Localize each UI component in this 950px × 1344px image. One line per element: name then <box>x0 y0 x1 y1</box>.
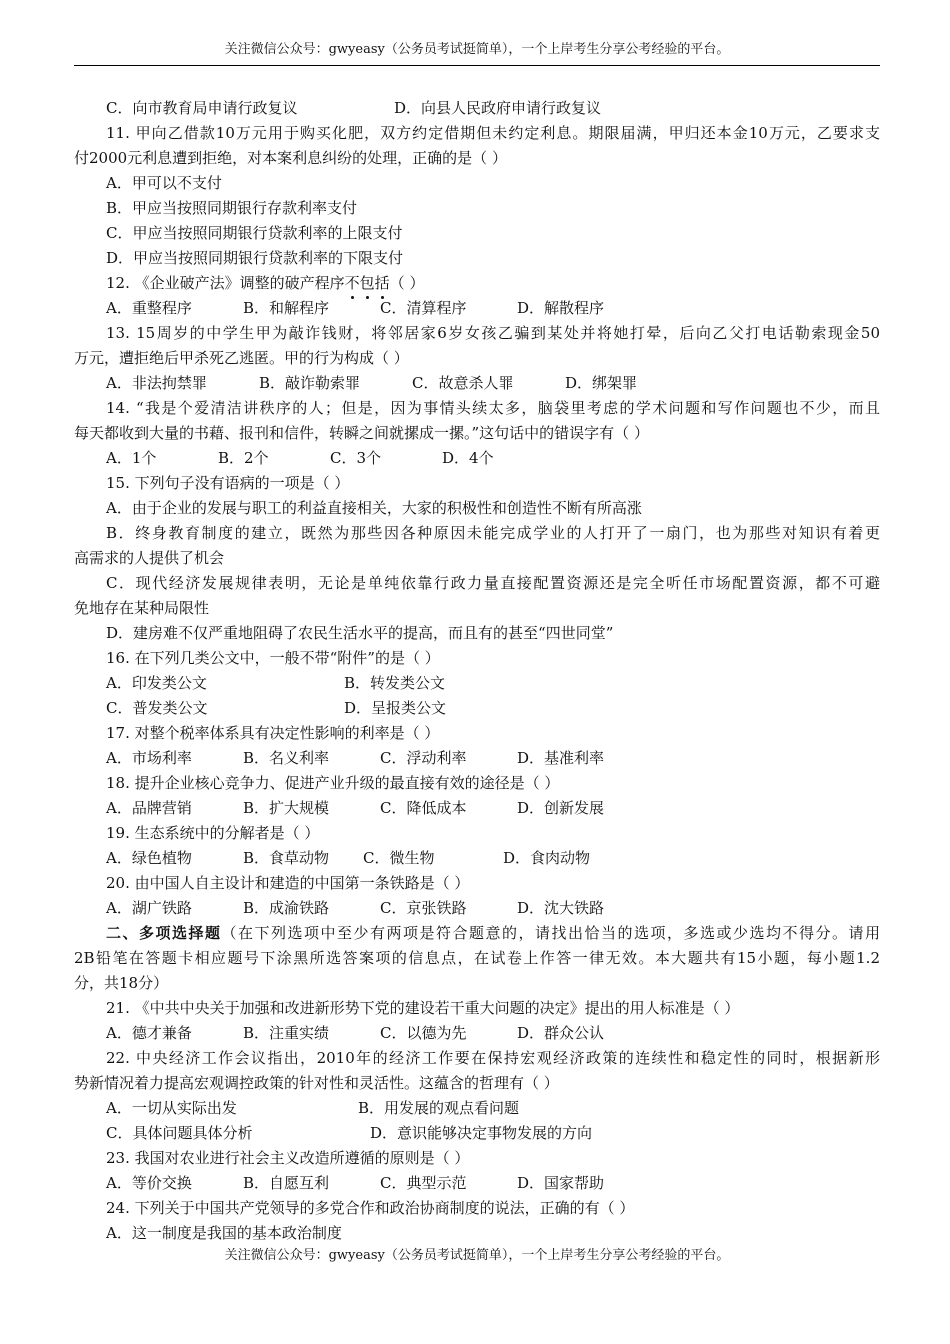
q12-stem-prefix: 12. 《企业破产法》调整的破产程序 <box>106 274 345 292</box>
q13-stem-line1: 13. 15周岁的中学生甲为敲诈钱财，将邻居家6岁女孩乙骗到某处并将她打晕，后向乙父打电话勒索现金50 <box>106 324 880 342</box>
q12-option-b: B．和解程序 <box>243 299 330 317</box>
q13-option-b: B．敲诈勒索罪 <box>259 374 361 392</box>
q15-option-c-line1: C．现代经济发展规律表明，无论是单纯依靠行政力量直接配置资源还是完全听任市场配置资源，都不可避 <box>106 574 880 592</box>
q11-option-c: C．甲应当按照同期银行贷款利率的上限支付 <box>106 224 403 242</box>
q18-option-d: D．创新发展 <box>517 799 605 817</box>
q18-option-a: A．品牌营销 <box>106 799 192 817</box>
q12-stem <box>74 271 880 296</box>
q16-option-c: C．普发类公文 <box>106 699 208 717</box>
q10-options-cd <box>74 96 880 121</box>
page-header: 关注微信公众号：gwyeasy（公务员考试挺简单），一个上岸考生分享公考经验的平台。 <box>74 40 880 66</box>
q21-option-b: B．注重实绩 <box>243 1024 330 1042</box>
q16-options-ab <box>74 671 880 696</box>
q14-options <box>74 446 880 471</box>
q22-options-ab <box>74 1096 880 1121</box>
q13-option-a: A．非法拘禁罪 <box>106 374 207 392</box>
q21-option-c: C．以德为先 <box>380 1024 467 1042</box>
q11-stem-line1: 11. 甲向乙借款10万元用于购买化肥，双方约定借期但未约定利息。期限届满，甲归还本金10万元，乙要求支 <box>106 124 880 142</box>
q16-option-d: D．呈报类公文 <box>344 699 447 717</box>
q17-option-c: C．浮动利率 <box>380 749 467 767</box>
q22-stem-line2: 势新情况着力提高宏观调控政策的针对性和灵活性。这蕴含的哲理有（ ） <box>74 1074 559 1092</box>
q13-option-d: D．绑架罪 <box>565 374 638 392</box>
q17-option-a: A．市场利率 <box>106 749 192 767</box>
q10-option-d: D．向县人民政府申请行政复议 <box>394 99 602 117</box>
q15-option-a: A．由于企业的发展与职工的利益直接相关，大家的积极性和创造性不断有所高涨 <box>106 499 642 517</box>
q19-option-a: A．绿色植物 <box>106 849 192 867</box>
q20-option-a: A．湖广铁路 <box>106 899 192 917</box>
q16-stem: 16. 在下列几类公文中，一般不带“附件”的是（ ） <box>106 649 440 667</box>
q14-option-b: B．2个 <box>218 449 269 467</box>
q14-stem-line2: 每天都收到大量的书藉、报刊和信件，转瞬之间就摞成一摞。”这句话中的错误字有（ ） <box>74 424 649 442</box>
q12-option-a: A．重整程序 <box>106 299 192 317</box>
q14-stem-line1: 14. “我是个爱清洁讲秩序的人；但是，因为事情头续太多，脑袋里考虑的学术问题和写作问题也不少，而且 <box>106 399 880 417</box>
q20-option-b: B．成渝铁路 <box>243 899 330 917</box>
q17-option-b: B．名义利率 <box>243 749 330 767</box>
q12-emphasis-char-2: 包 <box>360 271 375 296</box>
exam-content <box>74 96 880 1246</box>
q20-stem: 20. 由中国人自主设计和建造的中国第一条铁路是（ ） <box>106 874 470 892</box>
q15-stem: 15. 下列句子没有语病的一项是（ ） <box>106 474 350 492</box>
q11-option-a: A．甲可以不支付 <box>106 174 222 192</box>
q22-option-a: A．一切从实际出发 <box>106 1099 237 1117</box>
q22-option-d: D．意识能够决定事物发展的方向 <box>370 1124 593 1142</box>
q13-option-c: C．故意杀人罪 <box>412 374 514 392</box>
q11-option-d: D．甲应当按照同期银行贷款利率的下限支付 <box>106 249 404 267</box>
q16-option-a: A．印发类公文 <box>106 674 207 692</box>
q23-option-b: B．自愿互利 <box>243 1174 330 1192</box>
section2-note-line3: 分，共18分） <box>74 974 169 992</box>
q12-option-c: C．清算程序 <box>380 299 467 317</box>
q21-option-d: D．群众公认 <box>517 1024 605 1042</box>
q20-option-d: D．沈大铁路 <box>517 899 605 917</box>
q15-option-b-line2: 高需求的人提供了机会 <box>74 549 225 567</box>
q23-stem: 23. 我国对农业进行社会主义改造所遵循的原则是（ ） <box>106 1149 470 1167</box>
q14-option-a: A．1个 <box>106 449 157 467</box>
q14-option-c: C．3个 <box>330 449 382 467</box>
q12-emphasis-char-3: 括 <box>375 271 390 296</box>
section2-title: 二、多项选择题 <box>106 924 222 942</box>
q11-stem-line2: 付2000元利息遭到拒绝，对本案利息纠纷的处理，正确的是（ ） <box>74 149 507 167</box>
q13-stem-line2: 万元，遭拒绝后甲杀死乙逃匿。甲的行为构成（ ） <box>74 349 409 367</box>
q14-option-d: D．4个 <box>442 449 494 467</box>
q12-options <box>74 296 880 321</box>
q22-stem-line1: 22. 中央经济工作会议指出，2010年的经济工作要在保持宏观经济政策的连续性和稳定性的同时，根据新形 <box>106 1049 880 1067</box>
section2-heading <box>74 921 880 946</box>
q17-options <box>74 746 880 771</box>
q20-options <box>74 896 880 921</box>
q18-stem: 18. 提升企业核心竞争力、促进产业升级的最直接有效的途径是（ ） <box>106 774 560 792</box>
q12-option-d: D．解散程序 <box>517 299 605 317</box>
q20-option-c: C．京张铁路 <box>380 899 467 917</box>
q23-option-a: A．等价交换 <box>106 1174 192 1192</box>
q16-options-cd <box>74 696 880 721</box>
q12-stem-suffix: （ ） <box>389 274 425 292</box>
q19-option-c: C．微生物 <box>363 849 435 867</box>
q16-option-b: B．转发类公文 <box>344 674 446 692</box>
q22-option-b: B．用发展的观点看问题 <box>358 1099 520 1117</box>
section2-note-line2: 2B铅笔在答题卡相应题号下涂黑所选答案项的信息点，在试卷上作答一律无效。本大题共有15小题，每小题1.2 <box>74 949 880 967</box>
q17-option-d: D．基准利率 <box>517 749 605 767</box>
q23-option-d: D．国家帮助 <box>517 1174 605 1192</box>
q18-option-b: B．扩大规模 <box>243 799 330 817</box>
q21-options <box>74 1021 880 1046</box>
q19-stem: 19. 生态系统中的分解者是（ ） <box>106 824 320 842</box>
q24-option-a: A．这一制度是我国的基本政治制度 <box>106 1224 342 1242</box>
q12-emphasis-char-1: 不 <box>345 271 360 296</box>
q10-option-c: C．向市教育局申请行政复议 <box>106 99 298 117</box>
q18-option-c: C．降低成本 <box>380 799 467 817</box>
q19-option-d: D．食肉动物 <box>503 849 591 867</box>
q22-options-cd <box>74 1121 880 1146</box>
q17-stem: 17. 对整个税率体系具有决定性影响的利率是（ ） <box>106 724 440 742</box>
page-footer: 关注微信公众号：gwyeasy（公务员考试挺简单），一个上岸考生分享公考经验的平台。 <box>224 1248 730 1263</box>
q13-options <box>74 371 880 396</box>
q11-option-b: B．甲应当按照同期银行存款利率支付 <box>106 199 358 217</box>
q19-options <box>74 846 880 871</box>
q23-options <box>74 1171 880 1196</box>
q15-option-c-line2: 免地存在某种局限性 <box>74 599 210 617</box>
section2-note-line1: （在下列选项中至少有两项是符合题意的，请找出恰当的选项，多选或少选均不得分。请用 <box>221 924 880 942</box>
q19-option-b: B．食草动物 <box>243 849 330 867</box>
q21-stem: 21. 《中共中央关于加强和改进新形势下党的建设若干重大问题的决定》提出的用人标准是（ ） <box>106 999 740 1017</box>
q15-option-b-line1: B．终身教育制度的建立，既然为那些因各种原因未能完成学业的人打开了一扇门，也为那些对知识有着更 <box>106 524 880 542</box>
q18-options <box>74 796 880 821</box>
q22-option-c: C．具体问题具体分析 <box>106 1124 253 1142</box>
q15-option-d: D．建房难不仅严重地阻碍了农民生活水平的提高，而且有的甚至“四世同堂” <box>106 624 614 642</box>
q23-option-c: C．典型示范 <box>380 1174 467 1192</box>
q21-option-a: A．德才兼备 <box>106 1024 192 1042</box>
q24-stem: 24. 下列关于中国共产党领导的多党合作和政治协商制度的说法，正确的有（ ） <box>106 1199 635 1217</box>
